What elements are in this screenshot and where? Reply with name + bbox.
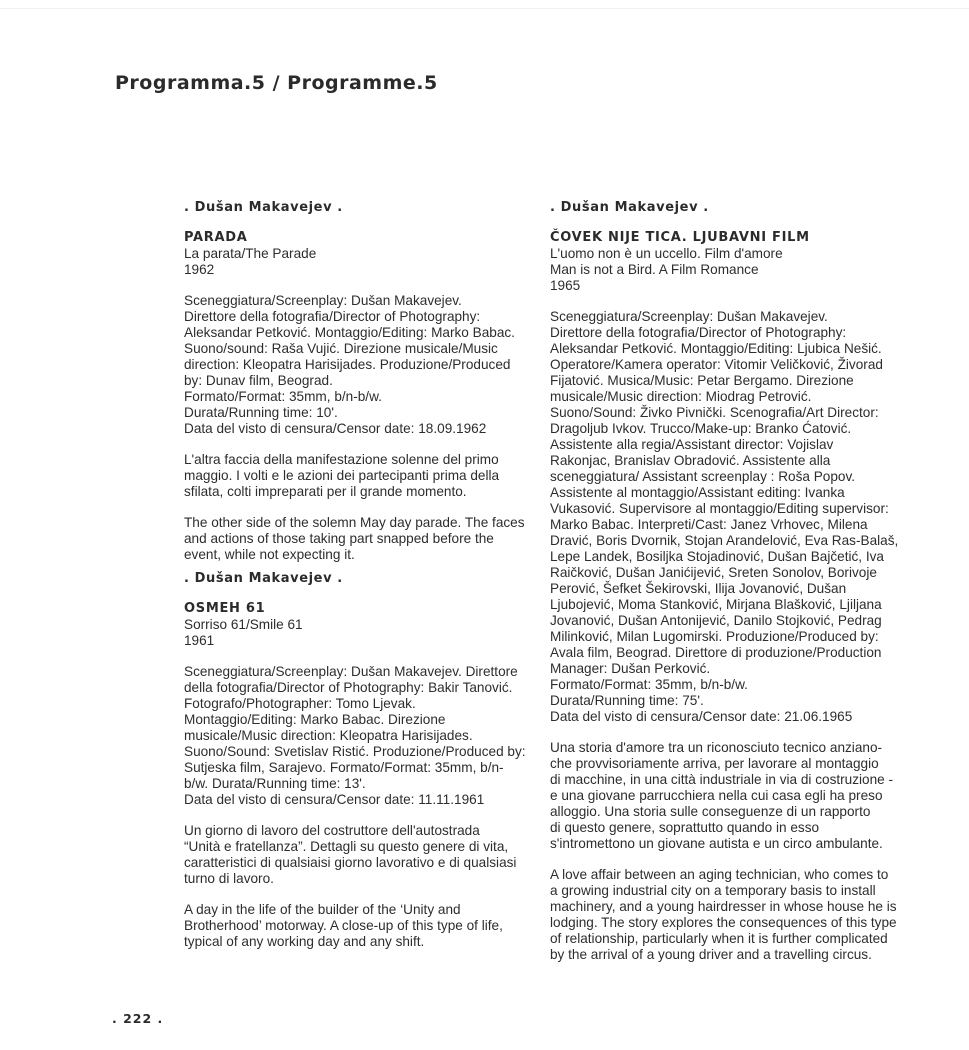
credits-line: Ljubojević, Moma Stanković, Mirjana Blašković, Ljiljana bbox=[550, 597, 882, 612]
film-entry-osmeh-61 bbox=[184, 571, 524, 950]
credits-line: Fotografo/Photographer: Tomo Ljevak. bbox=[184, 696, 416, 711]
synopsis-line: A day in the life of the builder of the ‘Unity and bbox=[184, 902, 461, 917]
credits-line: Formato/Format: 35mm, b/n-b/w. bbox=[550, 677, 748, 692]
subtitle-line: Sorriso 61/Smile 61 bbox=[184, 617, 303, 632]
synopsis-line: di macchine, in una città industriale in via di costruzione - bbox=[550, 772, 894, 787]
credits-line: Assistente al montaggio/Assistant editing: Ivanka bbox=[550, 485, 845, 500]
film-title: OSMEH 61 bbox=[184, 601, 266, 616]
synopsis-line: caratteristici di qualsiaisi giorno lavorativo e di qualsiasi bbox=[184, 855, 517, 870]
synopsis-line: turno di lavoro. bbox=[184, 871, 274, 886]
credits-line: Sceneggiatura/Screenplay: Dušan Makavejev. Direttore bbox=[184, 664, 518, 679]
credits-line: Montaggio/Editing: Marko Babac. Direzione bbox=[184, 712, 446, 727]
film-entry-covek-nije-tica bbox=[550, 200, 899, 963]
synopsis-line: lodging. The story explores the consequences of this type bbox=[550, 915, 897, 930]
credits-line: Data del visto di censura/Censor date: 18.09.1962 bbox=[184, 421, 487, 436]
credits-line: Assistente alla regia/Assistant director: Vojislav bbox=[550, 437, 834, 452]
credits-line: Durata/Running time: 10'. bbox=[184, 405, 338, 420]
film-year: 1961 bbox=[184, 633, 215, 648]
film-year: 1965 bbox=[550, 278, 581, 293]
credits-line: Milinković, Milan Lugomirski. Produzione/Produced by: bbox=[550, 629, 879, 644]
right-column bbox=[550, 200, 899, 963]
credits-line: Suono/sound: Raša Vujić. Direzione musicale/Music bbox=[184, 341, 498, 356]
synopsis-line: Un giorno di lavoro del costruttore dell'autostrada bbox=[184, 823, 480, 838]
credits-line: by: Dunav film, Beograd. bbox=[184, 373, 333, 388]
synopsis-line: by the arrival of a young driver and a travelling circus. bbox=[550, 947, 872, 962]
synopsis-line: maggio. I volti e le azioni dei partecipanti prima della bbox=[184, 468, 500, 483]
credits-line: Manager: Dušan Perković. bbox=[550, 661, 711, 676]
synopsis-italian bbox=[550, 740, 895, 852]
credits-line: Sutjeska film, Sarajevo. Formato/Format: 35mm, b/n- bbox=[184, 760, 504, 775]
synopsis-english bbox=[184, 902, 524, 950]
synopsis-line: di questo genere, soprattutto quando in esso bbox=[550, 820, 820, 835]
page-number: . 222 . bbox=[112, 1011, 164, 1026]
credits-line: Direttore della fotografia/Director of Photography: bbox=[184, 309, 481, 324]
synopsis-italian bbox=[184, 823, 524, 887]
synopsis-italian bbox=[184, 452, 524, 500]
synopsis-line: Una storia d'amore tra un riconosciuto tecnico anziano- bbox=[550, 740, 883, 755]
credits-line: Aleksandar Petković. Montaggio/Editing: Ljubica Nešić. bbox=[550, 341, 882, 356]
synopsis-line: s'intromettono un giovane autista e un circo ambulante. bbox=[550, 836, 883, 851]
director-name: . Dušan Makavejev . bbox=[550, 200, 709, 215]
credits-line: Durata/Running time: 75'. bbox=[550, 693, 704, 708]
synopsis-line: che provvisoriamente arriva, per lavorare al montaggio bbox=[550, 756, 879, 771]
credits-line: Avala film, Beograd. Direttore di produzione/Production bbox=[550, 645, 882, 660]
credits-line: Sceneggiatura/Screenplay: Dušan Makavejev. bbox=[184, 293, 462, 308]
credits-line: musicale/Music direction: Kleopatra Harisijades. bbox=[184, 728, 473, 743]
synopsis-line: L'altra faccia della manifestazione solenne del primo bbox=[184, 452, 499, 467]
credits-line: Marko Babac. Interpreti/Cast: Janez Vrhovec, Milena bbox=[550, 517, 868, 532]
synopsis-line: alloggio. Una storia sulle conseguenze di un rapporto bbox=[550, 804, 871, 819]
synopsis-line: event, while not expecting it. bbox=[184, 547, 355, 562]
credits-line: Direttore della fotografia/Director of Photography: bbox=[550, 325, 847, 340]
credits-line: Perović, Šefket Šekirovski, Ilija Jovanović, Dušan bbox=[550, 581, 847, 596]
film-credits bbox=[184, 664, 524, 808]
synopsis-line: sfilata, colti impreparati per il grande momento. bbox=[184, 484, 467, 499]
director-name: . Dušan Makavejev . bbox=[184, 200, 343, 215]
credits-line: Data del visto di censura/Censor date: 21.06.1965 bbox=[550, 709, 853, 724]
synopsis-english bbox=[550, 867, 895, 963]
film-credits bbox=[184, 293, 524, 437]
film-entry-parada bbox=[184, 200, 524, 563]
credits-line: Raičković, Dušan Janićijević, Sreten Sonolov, Borivoje bbox=[550, 565, 877, 580]
credits-line: Jovanović, Dušan Antonijević, Danilo Stojković, Pedrag bbox=[550, 613, 882, 628]
credits-line: Vukasović. Supervisore al montaggio/Editing supervisor: bbox=[550, 501, 889, 516]
credits-line: della fotografia/Director of Photography: Bakir Tanović. bbox=[184, 680, 513, 695]
credits-line: Lepe Landek, Bosiljka Stojadinović, Dušan Bajčetić, Iva bbox=[550, 549, 884, 564]
credits-line: Formato/Format: 35mm, b/n-b/w. bbox=[184, 389, 382, 404]
page-title: Programma.5 / Programme.5 bbox=[115, 72, 438, 94]
credits-line: Operatore/Kamera operator: Vitomir Veličković, Živorad bbox=[550, 357, 883, 372]
credits-line: Data del visto di censura/Censor date: 11.11.1961 bbox=[184, 792, 485, 807]
top-rule bbox=[0, 8, 969, 9]
film-title: PARADA bbox=[184, 230, 248, 245]
film-year: 1962 bbox=[184, 262, 215, 277]
subtitle-line: Man is not a Bird. A Film Romance bbox=[550, 262, 759, 277]
film-subtitle bbox=[550, 246, 895, 294]
synopsis-line: The other side of the solemn May day parade. The faces bbox=[184, 515, 525, 530]
left-column bbox=[184, 200, 524, 950]
credits-line: direction: Kleopatra Harisijades. Produzione/Produced bbox=[184, 357, 511, 372]
film-subtitle bbox=[184, 617, 524, 649]
synopsis-line: A love affair between an aging technician, who comes to bbox=[550, 867, 889, 882]
credits-line: Aleksandar Petković. Montaggio/Editing: Marko Babac. bbox=[184, 325, 515, 340]
credits-line: b/w. Durata/Running time: 13'. bbox=[184, 776, 366, 791]
film-title: ČOVEK NIJE TICA. LJUBAVNI FILM bbox=[550, 230, 810, 245]
film-credits bbox=[550, 309, 899, 725]
credits-line: Suono/Sound: Živko Pivnički. Scenografia/Art Director: bbox=[550, 405, 879, 420]
credits-line: Rakonjac, Branislav Obradović. Assistente alla bbox=[550, 453, 831, 468]
synopsis-line: e una giovane parrucchiera nella cui casa egli ha preso bbox=[550, 788, 883, 803]
director-name: . Dušan Makavejev . bbox=[184, 571, 343, 586]
credits-line: Sceneggiatura/Screenplay: Dušan Makavejev. bbox=[550, 309, 828, 324]
credits-line: Suono/Sound: Svetislav Ristić. Produzione/Produced by: bbox=[184, 744, 526, 759]
credits-line: sceneggiatura/ Assistant screenplay : Roša Popov. bbox=[550, 469, 856, 484]
credits-line: Fijatović. Musica/Music: Petar Bergamo. Direzione bbox=[550, 373, 854, 388]
synopsis-line: of relationship, particularly when it is further complicated bbox=[550, 931, 888, 946]
synopsis-line: machinery, and a young hairdresser in whose house he is bbox=[550, 899, 897, 914]
synopsis-line: “Unità e fratellanza”. Dettagli su questo genere di vita, bbox=[184, 839, 509, 854]
subtitle-line: La parata/The Parade bbox=[184, 246, 317, 261]
credits-line: musicale/Music direction: Miodrag Petrović. bbox=[550, 389, 812, 404]
synopsis-line: and actions of those taking part snapped before the bbox=[184, 531, 494, 546]
synopsis-line: typical of any working day and any shift. bbox=[184, 934, 425, 949]
synopsis-line: Brotherhood’ motorway. A close-up of this type of life, bbox=[184, 918, 503, 933]
subtitle-line: L'uomo non è un uccello. Film d'amore bbox=[550, 246, 783, 261]
credits-line: Dragoljub Ivkov. Trucco/Make-up: Branko Ćatović. bbox=[550, 421, 852, 436]
synopsis-english bbox=[184, 515, 524, 563]
credits-line: Dravić, Boris Dvornik, Stojan Arandelović, Eva Ras-Balaš, bbox=[550, 533, 899, 548]
synopsis-line: a growing industrial city on a temporary basis to install bbox=[550, 883, 876, 898]
film-subtitle bbox=[184, 246, 524, 278]
